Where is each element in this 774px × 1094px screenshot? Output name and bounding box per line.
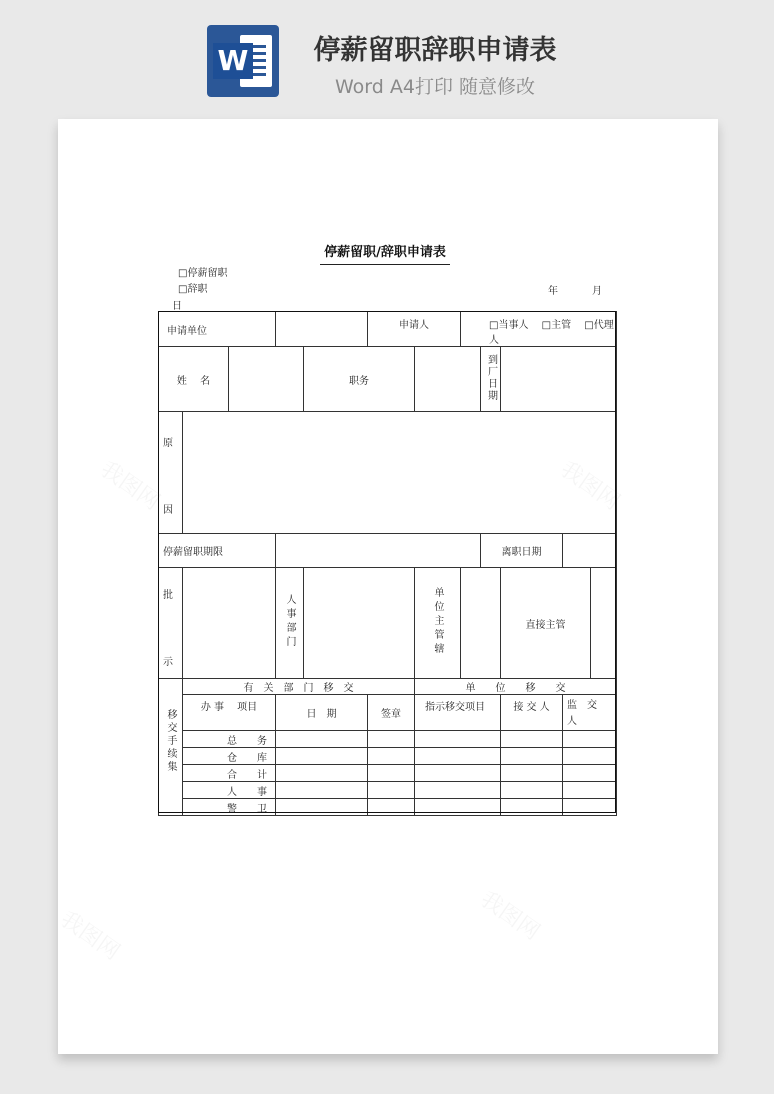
hr-dept-label: 人事部门: [284, 593, 296, 650]
period-label: 停薪留职期限: [159, 534, 276, 568]
item-sign-cell[interactable]: [368, 731, 415, 748]
factory-date-field[interactable]: [501, 347, 617, 412]
indicated-item-cell[interactable]: [415, 731, 501, 748]
date-day-label: 日: [172, 301, 182, 312]
page-title: 停薪留职辞职申请表: [313, 35, 557, 66]
unit-handover-header: 单 位 移 交: [415, 679, 617, 695]
supervisor-cell[interactable]: [563, 731, 617, 748]
indicated-items-header: 指示移交项目: [415, 695, 501, 731]
item-sign-cell[interactable]: [368, 782, 415, 799]
indicated-item-cell[interactable]: [415, 782, 501, 799]
sign-header: 签章: [368, 695, 415, 731]
receiver-header: 接 交 人: [501, 695, 563, 731]
name-label: 姓 名: [159, 347, 229, 412]
watermark: [95, 453, 167, 516]
header-banner: [0, 0, 774, 118]
direct-manager-field[interactable]: [591, 568, 617, 679]
leave-date-field[interactable]: [563, 534, 617, 568]
factory-date-label: 到厂日期: [485, 353, 497, 402]
applicant-role-options[interactable]: □当事人 □主管 □代理人: [461, 312, 617, 347]
item-date-cell[interactable]: [276, 799, 368, 816]
page-subtitle: Word A4打印 随意修改: [334, 76, 535, 98]
item-row-label: 仓 库: [183, 748, 276, 765]
date-header: 日 期: [276, 695, 368, 731]
item-row-label: 警 卫: [183, 799, 276, 816]
receiver-cell[interactable]: [501, 799, 563, 816]
dept-handover-header: 有 关 部 门 移 交: [183, 679, 415, 695]
unit-manager-field[interactable]: [461, 568, 501, 679]
applicant-label: 申请人: [368, 312, 461, 347]
supervisor-cell[interactable]: [563, 799, 617, 816]
period-field[interactable]: [276, 534, 481, 568]
indicated-item-cell[interactable]: [415, 765, 501, 782]
handover-label: 移交手续集: [165, 709, 176, 774]
item-date-cell[interactable]: [276, 731, 368, 748]
applicant-unit-label: 申请单位: [159, 312, 276, 347]
items-header: 办 事 项目: [183, 695, 276, 731]
date-year-label: 年: [548, 286, 558, 297]
item-date-cell[interactable]: [276, 748, 368, 765]
indicated-item-cell[interactable]: [415, 748, 501, 765]
item-sign-cell[interactable]: [368, 748, 415, 765]
supervisor-header: 监 交 人: [563, 695, 617, 731]
item-date-cell[interactable]: [276, 782, 368, 799]
item-row-label: 合 计: [183, 765, 276, 782]
option-resign[interactable]: □辞职: [178, 284, 208, 295]
item-row-label: 人 事: [183, 782, 276, 799]
receiver-cell[interactable]: [501, 765, 563, 782]
watermark: [55, 903, 127, 966]
name-field[interactable]: [229, 347, 304, 412]
item-sign-cell[interactable]: [368, 765, 415, 782]
applicant-unit-field[interactable]: [276, 312, 368, 347]
direct-manager-label: 直接主管: [501, 568, 591, 679]
receiver-cell[interactable]: [501, 782, 563, 799]
supervisor-cell[interactable]: [563, 748, 617, 765]
position-label: 职务: [304, 347, 415, 412]
watermark: [475, 883, 547, 946]
reason-field[interactable]: [183, 412, 617, 534]
unit-manager-label: 单位主管辖: [432, 586, 444, 657]
indicated-item-cell[interactable]: [415, 799, 501, 816]
word-letter: W: [213, 43, 253, 79]
reason-label-bottom: 因: [163, 505, 173, 516]
application-form-table: [158, 311, 617, 816]
position-field[interactable]: [415, 347, 481, 412]
approval-label-bottom: 示: [163, 657, 173, 668]
word-icon: [207, 25, 279, 97]
date-month-label: 月: [592, 286, 602, 297]
supervisor-cell[interactable]: [563, 765, 617, 782]
item-sign-cell[interactable]: [368, 799, 415, 816]
approval-field[interactable]: [183, 568, 276, 679]
document-page: [58, 119, 718, 1054]
document-title: 停薪留职/辞职申请表: [320, 241, 450, 265]
reason-label-cell: [159, 412, 183, 534]
approval-label-top: 批: [163, 590, 173, 601]
item-row-label: 总 务: [183, 731, 276, 748]
receiver-cell[interactable]: [501, 731, 563, 748]
leave-date-label: 离职日期: [481, 534, 563, 568]
option-suspend[interactable]: □停薪留职: [178, 268, 228, 279]
item-date-cell[interactable]: [276, 765, 368, 782]
supervisor-cell[interactable]: [563, 782, 617, 799]
reason-label-top: 原: [163, 438, 173, 449]
approval-label-cell: [159, 568, 183, 679]
receiver-cell[interactable]: [501, 748, 563, 765]
hr-dept-field[interactable]: [304, 568, 415, 679]
